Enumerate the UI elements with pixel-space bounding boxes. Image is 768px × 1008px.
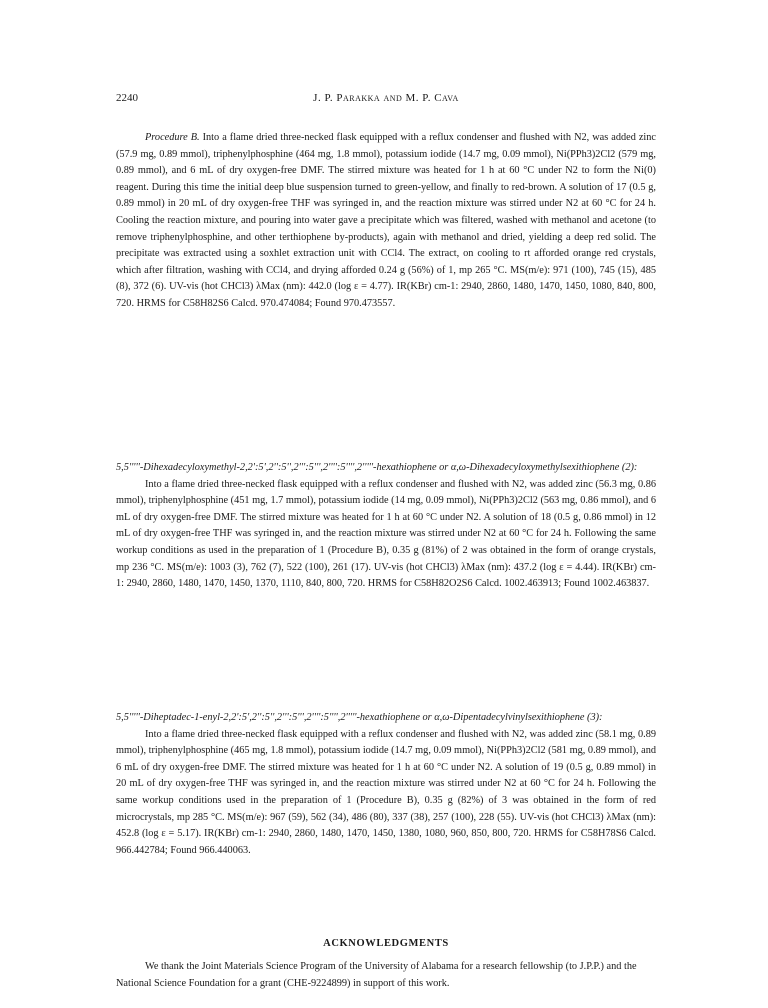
running-title: J. P. Parakka and M. P. Cava [313,92,459,104]
procedure-b-paragraph [116,130,656,313]
compound-3-heading: 5,5'''''-Diheptadec-1-enyl-2,2':5',2'':5'',2''':5''',2'''':5'''',2'''''-hexathiophene or α,ω-Dipentadecylvinylsexithiophene (3): [116,712,603,723]
compound-3-paragraph: Into a flame dried three-necked flask equipped with a reflux condenser and flushed with N2, was added zinc (58.1 mg, 0.89 mmol), triphenylphosphine (465 mg, 1.8 mmol), potassium iodide (14.7 mg, 0.09 mmol), Ni(PPh3)2Cl2 (581 mg, 0.89 mmol), and 6 mL of dry oxygen-free DMF. The stirred mixture was heated for 1 h at 60 °C under N2. A solution of 19 (0.5 g, 0.89 mmol) in 20 mL of dry oxygen-free THF was syringed in, and the reaction mixture was stirred under N2 at 60 °C for 24 h. Following the same workup conditions used in the preparation of 1 (Procedure B), 0.35 g (82%) of 3 was obtained in the form of red microcrystals, mp 285 °C. MS(m/e): 967 (59), 562 (34), 486 (80), 337 (38), 257 (100), 228 (55). UV-vis (hot CHCl3) λMax (nm): 452.8 (log ε = 5.17). IR(KBr) cm-1: 2940, 2860, 1480, 1470, 1450, 1380, 1080, 960, 850, 800, 720. HRMS for C58H78S6 Calcd. 966.442784; Found 966.440063. [116,728,656,856]
procedure-b-label: Procedure B. [145,132,200,143]
page-number: 2240 [116,92,138,104]
acknowledgments-paragraph: We thank the Joint Materials Science Program of the University of Alabama for a research fellowship (to J.P.P.) and the National Science Foundation for a grant (CHE-9224899) in support of this work. [116,961,637,989]
compound-3-section [116,710,656,859]
running-head [116,92,656,108]
procedure-b-section [116,130,656,313]
acknowledgments-title: ACKNOWLEDGMENTS [323,938,449,949]
acknowledgments-section [116,959,656,992]
procedure-b-text: Into a flame dried three-necked flask equipped with a reflux condenser and flushed with N2, was added zinc (57.9 mg, 0.89 mmol), triphenylphosphine (464 mg, 1.8 mmol), potassium iodide (14.7 mg, 0.09 mmol), Ni(PPh3)2Cl2 (579 mg, 0.89 mmol), and 6 mL of dry oxygen-free DMF. The stirred mixture was heated for 1 h at 60 °C under N2 to form the Ni(0) reagent. During this time the initial deep blue suspension turned to green-yellow, and finally to red-brown. A solution of 17 (0.5 g, 0.89 mmol) in 20 mL of dry oxygen-free THF was syringed in, and the reaction mixture was stirred under N2 at 60 °C for 24 h. Cooling the reaction mixture, and pouring into water gave a precipitate which was filtered, washed with methanol and acetone (to remove triphenylphosphine, and other terthiophene by-products), again with methanol and dried, yielding a deep red solid. The precipitate was extracted using a soxhlet extraction unit with CCl4. The extract, on cooling to rt afforded orange red crystals, which after filtration, washing with CCl4, and drying afforded 0.24 g (56%) of 1, mp 265 °C. MS(m/e): 971 (100), 745 (15), 485 (8), 372 (6). UV-vis (hot CHCl3) λMax (nm): 442.0 (log ε = 4.77). IR(KBr) cm-1: 2940, 2860, 1480, 1470, 1450, 1080, 840, 800, 720. HRMS for C58H82S6 Calcd. 970.474084; Found 970.473557. [116,132,656,309]
compound-2-paragraph: Into a flame dried three-necked flask equipped with a reflux condenser and flushed with N2, was added zinc (56.3 mg, 0.86 mmol), triphenylphosphine (451 mg, 1.7 mmol), potassium iodide (14 mg, 0.09 mmol), Ni(PPh3)2Cl2 (563 mg, 0.86 mmol), and 6 mL of dry oxygen-free DMF. The stirred mixture was heated for 1 h at 60 °C under N2. A solution of 18 (0.5 g, 0.86 mmol) in 12 mL of dry oxygen-free THF was syringed in, and the reaction mixture was stirred under N2 at 60 °C for 24 h. Following the same workup conditions as used in the preparation of 1 (Procedure B), 0.35 g (81%) of 2 was obtained in the form of orange crystals, mp 236 °C. MS(m/e): 1003 (3), 762 (7), 522 (100), 261 (17). UV-vis (hot CHCl3) λMax (nm): 437.2 (log ε = 4.44). IR(KBr) cm-1: 2940, 2860, 1480, 1470, 1450, 1370, 1110, 840, 800, 720. HRMS for C58H82O2S6 Calcd. 1002.463913; Found 1002.463837. [116,478,656,590]
compound-2-heading: 5,5'''''-Dihexadecyloxymethyl-2,2':5',2'':5'',2''':5''',2'''':5'''',2'''''-hexathiophene or α,ω-Dihexadecyloxymethylsexithiophene (2): [116,462,638,473]
compound-2-section [116,460,656,593]
